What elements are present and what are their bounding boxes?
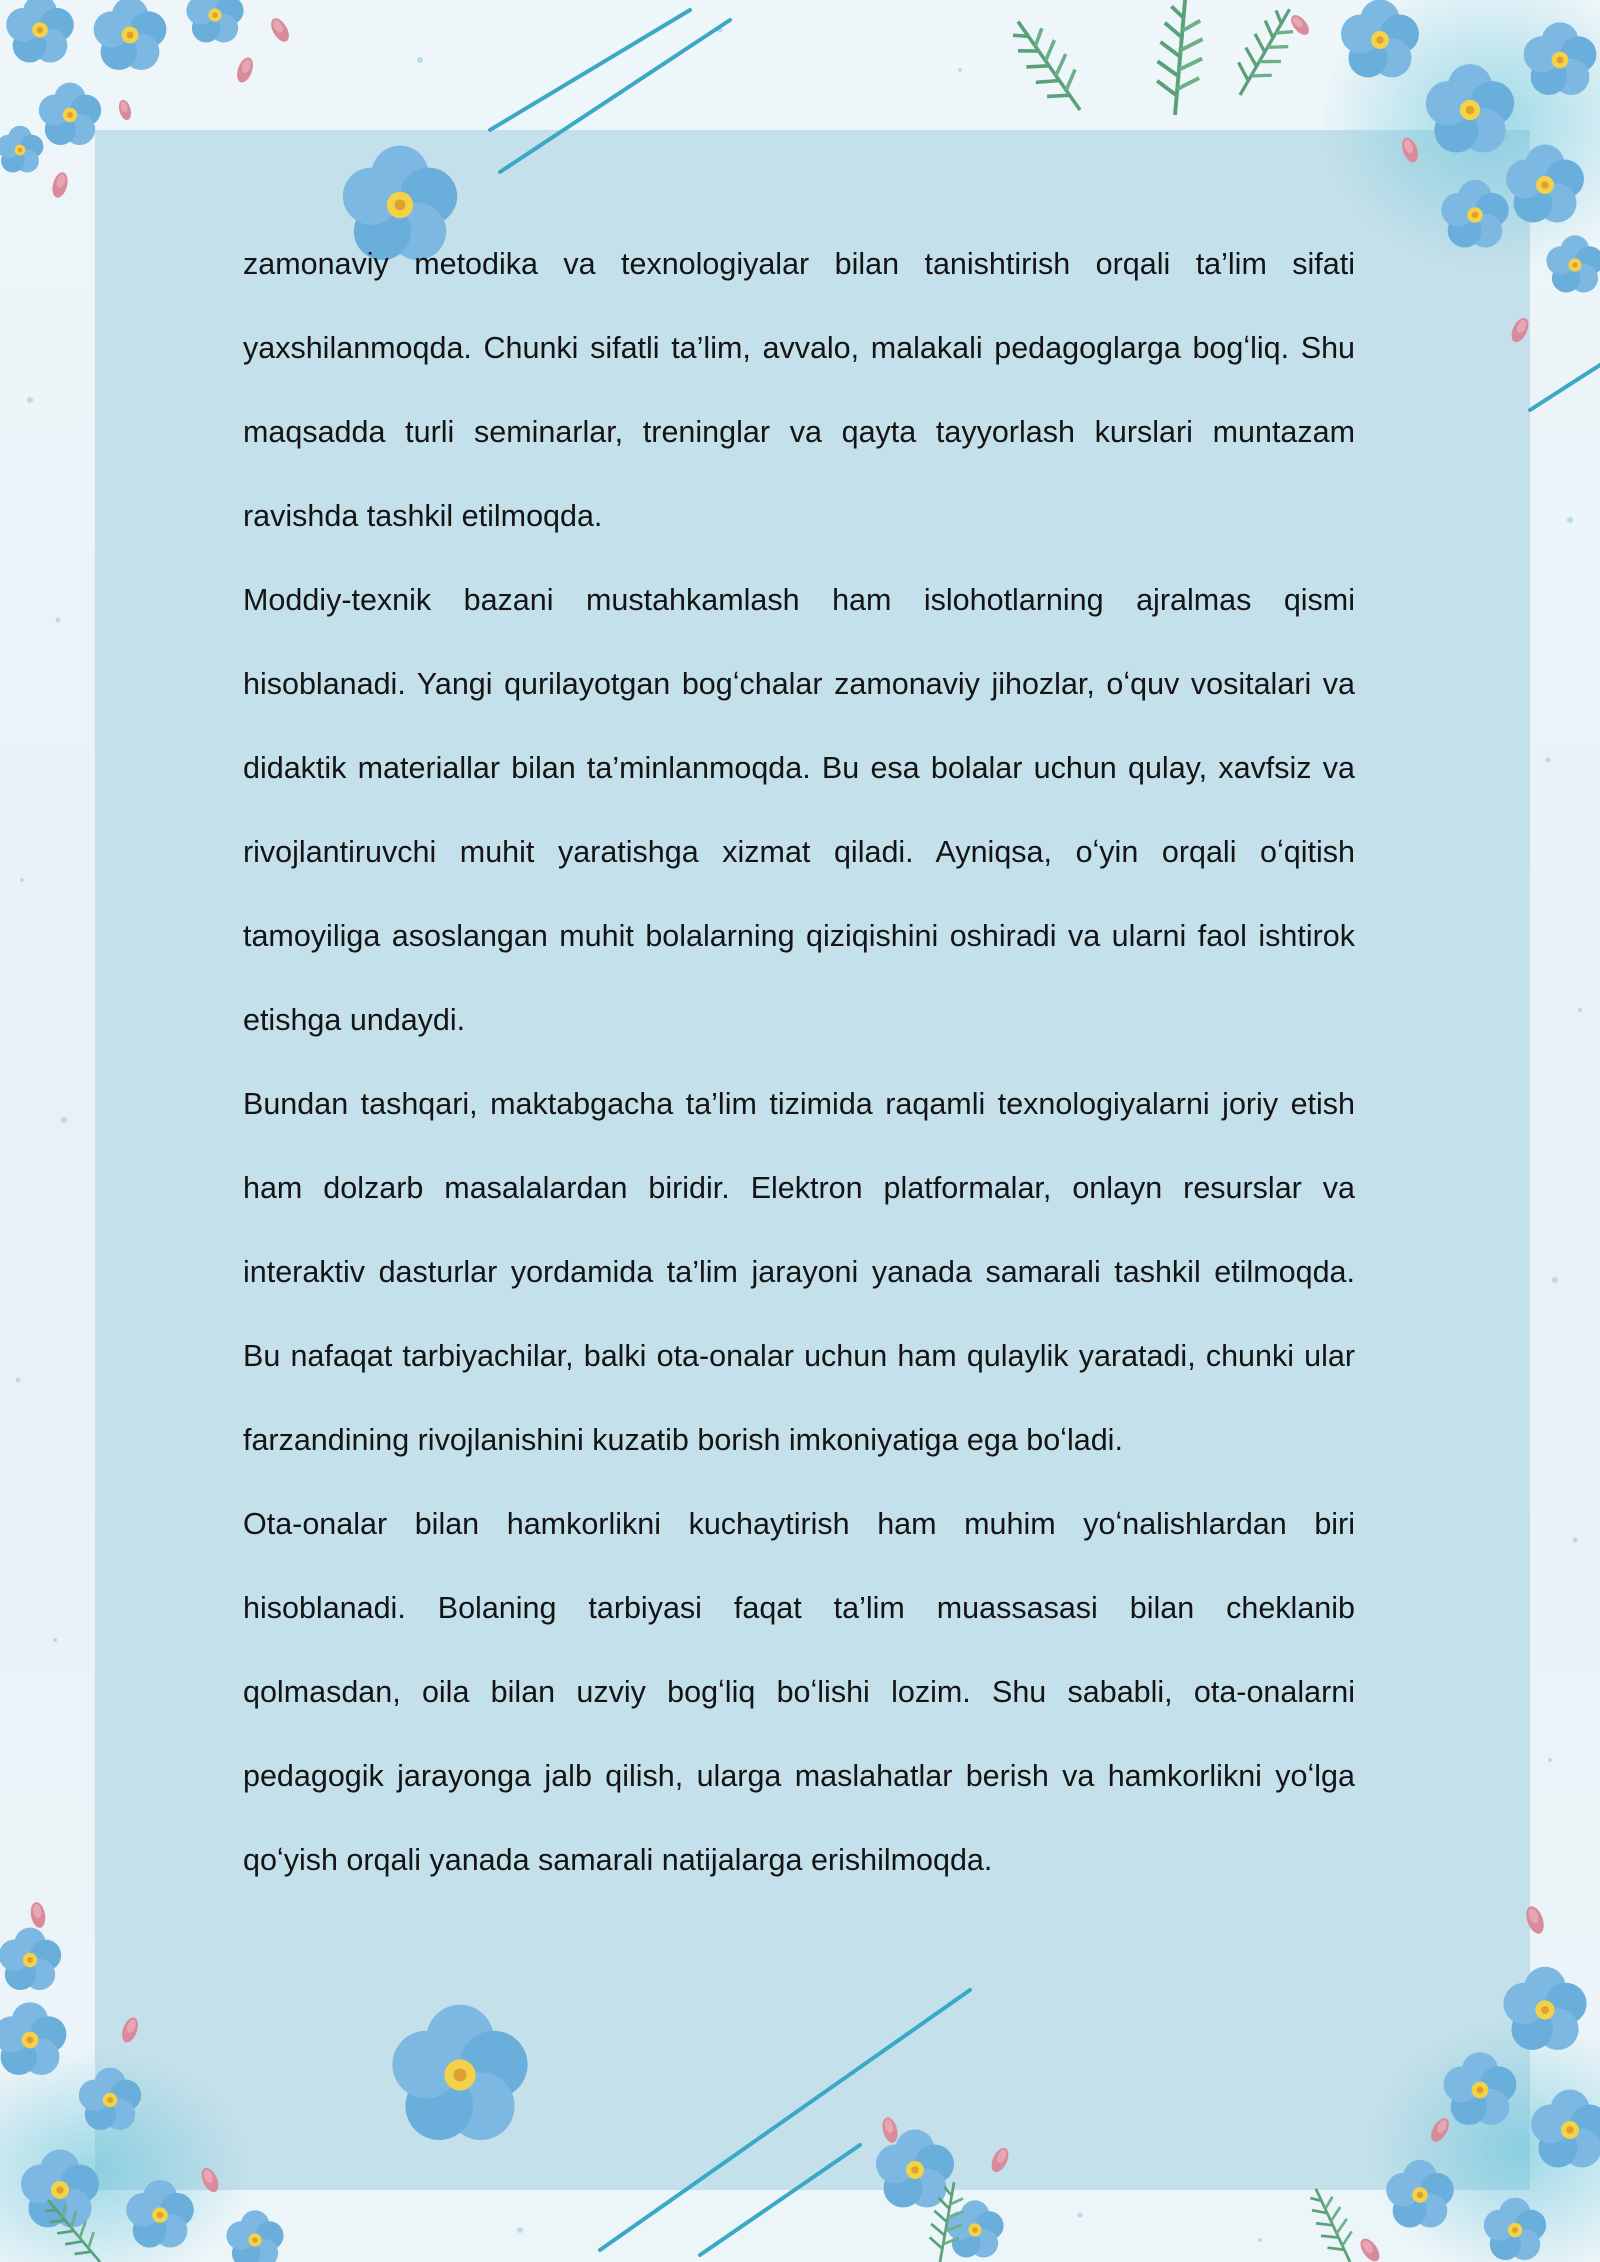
paragraph: Moddiy-texnik bazani mustahkamlash ham islohotlarning ajralmas qismi hisoblanadi. Yangi qurilayotgan bogʻchalar zamonaviy jihozlar, oʻquv vositalari va didaktik materiallar bilan ta’minlanmoqda. Bu esa bolalar uchun qulay, xavfsiz va rivojlantiruvchi muhit yaratishga xizmat qiladi. Ayniqsa, oʻyin orqali oʻqitish tamoyiliga asoslangan muhit bolalarning qiziqishini oshiradi va ularni faol ishtirok etishga undaydi. bbox=[243, 583, 1355, 1037]
paragraph: zamonaviy metodika va texnologiyalar bilan tanishtirish orqali ta’lim sifati yaxshilanmoqda. Chunki sifatli ta’lim, avvalo, malakali pedagoglarga bogʻliq. Shu maqsadda turli seminarlar, treninglar va qayta tayyorlash kurslari muntazam ravishda tashkil etilmoqda. bbox=[243, 247, 1355, 533]
paragraph: Ota-onalar bilan hamkorlikni kuchaytirish ham muhim yoʻnalishlardan biri hisoblanadi. Bolaning tarbiyasi faqat ta’lim muassasasi bilan cheklanib qolmasdan, oila bilan uzviy bogʻliq boʻlishi lozim. Shu sababli, ota-onalarni pedagogik jarayonga jalb qilish, ularga maslahatlar berish va hamkorlikni yoʻlga qoʻyish orqali yanada samarali natijalarga erishilmoqda. bbox=[243, 1507, 1355, 1877]
paragraph: Bundan tashqari, maktabgacha ta’lim tizimida raqamli texnologiyalarni joriy etish ham dolzarb masalalardan biridir. Elektron platformalar, onlayn resurslar va interaktiv dasturlar yordamida ta’lim jarayoni yanada samarali tashkil etilmoqda. Bu nafaqat tarbiyachilar, balki ota-onalar uchun ham qulaylik yaratadi, chunki ular farzandining rivojlanishini kuzatib borish imkoniyatiga ega boʻladi. bbox=[243, 1087, 1355, 1457]
document-body bbox=[243, 222, 1355, 1902]
